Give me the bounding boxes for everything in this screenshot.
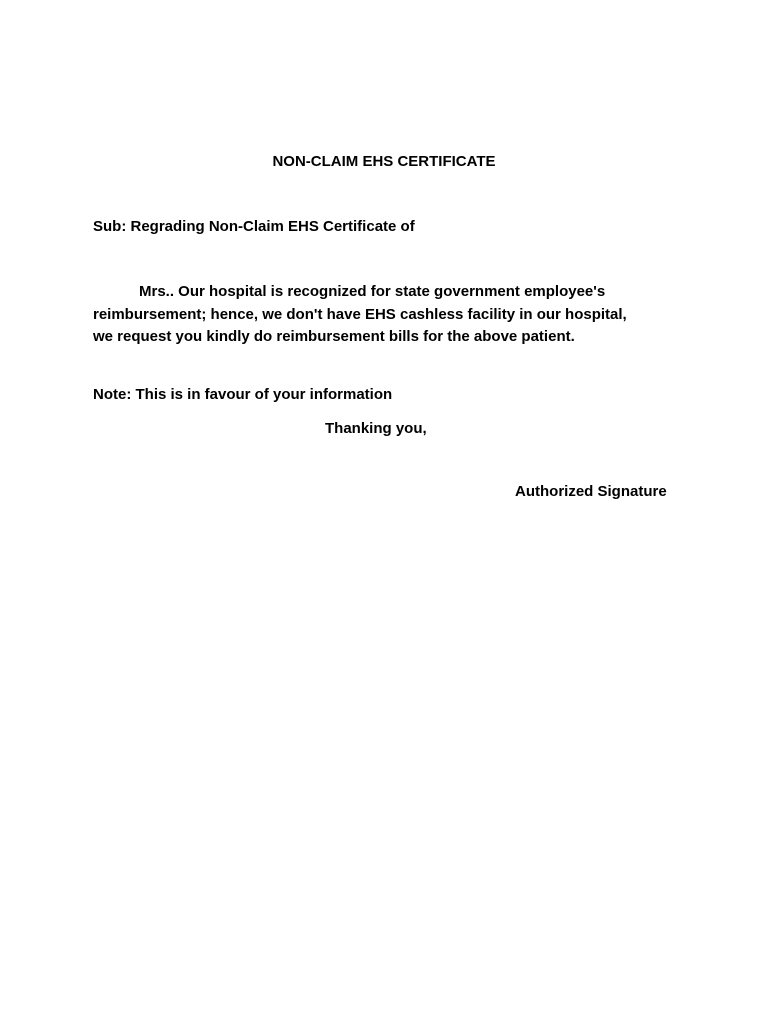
body-line: reimbursement; hence, we don't have EHS cashless facility in our hospital, — [93, 305, 627, 323]
body-line: Mrs.. Our hospital is recognized for state government employee's — [139, 283, 606, 300]
note-line: Note: This is in favour of your information — [93, 386, 393, 403]
body-line: we request you kindly do reimbursement bills for the above patient. — [93, 328, 575, 345]
certificate-title: NON-CLAIM EHS CERTIFICATE — [272, 153, 496, 170]
authorized-signature-label: Authorized Signature — [515, 483, 667, 500]
subject-line: Sub: Regrading Non-Claim EHS Certificate of — [93, 218, 415, 235]
closing-line: Thanking you, — [325, 420, 427, 437]
body-paragraph — [93, 281, 673, 349]
